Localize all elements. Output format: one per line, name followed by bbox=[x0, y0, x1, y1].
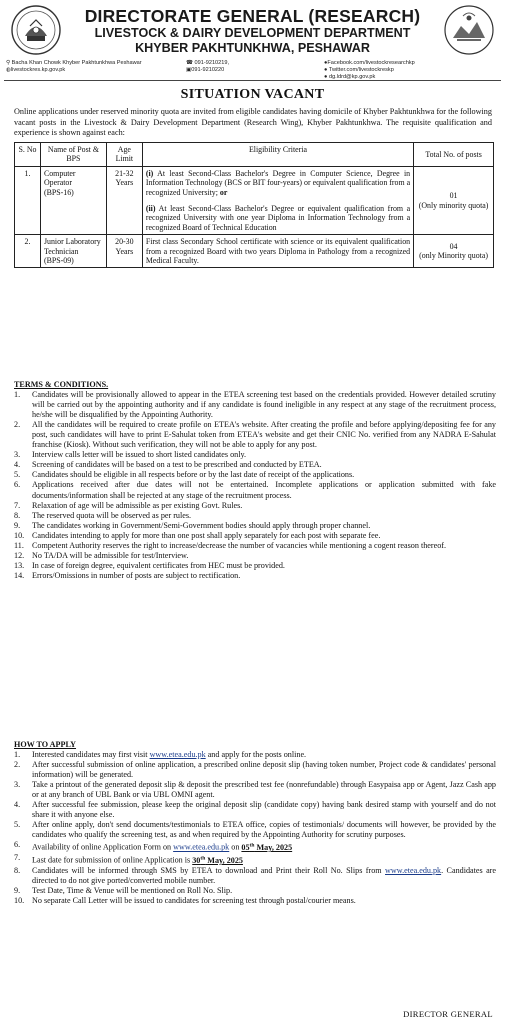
item-number: 4. bbox=[14, 460, 21, 470]
row-age-limit: 20-30 Years bbox=[106, 235, 142, 268]
row-total-posts bbox=[414, 235, 494, 268]
list-item bbox=[14, 531, 496, 541]
item-number: 9. bbox=[14, 520, 21, 530]
header-divider bbox=[4, 80, 501, 81]
list-item: 9. Test Date, Time & Venue will be mentioned on Roll No. Slip. bbox=[14, 886, 233, 896]
list-item bbox=[14, 420, 496, 450]
post-count: 01 bbox=[449, 191, 458, 201]
email-link[interactable]: dg.ldrd@kp.gov.pk bbox=[328, 74, 376, 80]
option-text: At least Second-Class Bachelor's Degree or equivalent qualification from a recognized University with one year Diploma in Information Technology from a recognized Board of Technical Education bbox=[145, 204, 411, 232]
item-number: 1. bbox=[14, 390, 21, 400]
option-label: (ii) bbox=[145, 204, 156, 214]
row-total-posts bbox=[414, 166, 494, 234]
option-or: or bbox=[217, 187, 228, 197]
list-item bbox=[14, 521, 496, 531]
list-item: 6. Availability of online Application Form on www.etea.edu.pk on 05th May, 2025 bbox=[14, 840, 293, 853]
item-number: 8. bbox=[14, 510, 21, 520]
globe-icon: ◍ bbox=[6, 67, 11, 73]
post-quota: (Only minority quota) bbox=[418, 200, 489, 210]
list-item: 1. Interested candidates may first visit www.etea.edu.pk and apply for the posts online. bbox=[14, 750, 307, 760]
facebook-icon: ● bbox=[324, 60, 328, 66]
option-label: (i) bbox=[145, 168, 154, 178]
post-count: 04 bbox=[449, 241, 458, 251]
table-row bbox=[15, 235, 494, 268]
contact-phone bbox=[186, 60, 229, 74]
facebook-link[interactable]: Facebook.com/livestockresearchkp bbox=[327, 60, 415, 66]
header-post-name: Name of Post & BPS bbox=[40, 143, 106, 167]
address-text: Bacha Khan Chowk Khyber Pakhtunkhwa Peshawar bbox=[11, 60, 142, 66]
fax-text: 091-9210220 bbox=[191, 67, 225, 73]
item-number: 13. bbox=[14, 560, 25, 570]
terms-list bbox=[14, 390, 496, 581]
item-number: 10. bbox=[14, 530, 25, 540]
list-item: 2. After successful submission of online application, a prescribed online deposit slip (having token number, Project code & candidates' personal information) will be generated. bbox=[14, 760, 496, 780]
etea-link[interactable]: www.etea.edu.pk bbox=[173, 843, 230, 853]
item-text: No TA/DA will be admissible for test/Interview. bbox=[32, 550, 189, 560]
list-item bbox=[14, 390, 496, 420]
intro-paragraph: Online applications under reserved minority quota are invited from eligible candidates having domicile of Khyber Pakhtunkhwa for the following vacant posts in the Livestock & Dairy Development Department (Research Wing), Khyber Pakhtunkhwa. The requisite qualification and experience is shown against each: bbox=[14, 107, 492, 138]
list-item bbox=[14, 460, 496, 470]
contact-social bbox=[324, 60, 415, 81]
item-text: Applications received after due dates will not be entertained. Incomplete applications or application submitted with fake documents/information shall be rejected at any stage of the recruitment process. bbox=[32, 480, 496, 500]
row-eligibility bbox=[142, 166, 413, 234]
post-bps: (BPS-09) bbox=[43, 256, 74, 266]
government-emblem-icon bbox=[10, 4, 62, 56]
item-text: Relaxation of age will be admissible as per existing Govt. Rules. bbox=[32, 500, 243, 510]
post-quota: (only Minority quota) bbox=[419, 251, 488, 261]
header-eligibility: Eligibility Criteria bbox=[142, 143, 413, 167]
item-number: 2. bbox=[14, 420, 21, 430]
signatory: DIRECTOR GENERAL bbox=[403, 1009, 493, 1019]
table-row bbox=[15, 166, 494, 234]
location-pin-icon: ⚲ bbox=[6, 60, 11, 66]
how-to-apply-heading: HOW TO APPLY bbox=[14, 740, 77, 749]
item-text: Candidates intending to apply for more than one post shall apply separately for each post with separate fee. bbox=[32, 530, 381, 540]
list-item bbox=[14, 480, 496, 500]
list-item: 4. After successful fee submission, please keep the original deposit slip (candidate copy) having bank desired stamp with yourself and do not share it with anyone else. bbox=[14, 800, 496, 820]
twitter-icon: ● bbox=[324, 67, 328, 73]
row-post-name bbox=[40, 235, 106, 268]
website-link[interactable]: livestockres.kp.gov.pk bbox=[10, 67, 66, 73]
how-to-apply-section bbox=[14, 740, 496, 906]
list-item bbox=[14, 551, 496, 561]
list-item: 3. Take a printout of the generated deposit slip & deposit the prescribed test fee (nonrefundable) through Easypaisa app or Agent, Jazz Cash app or at any branch of UBL Bank or via UBL OMNI agent. bbox=[14, 780, 496, 800]
item-text: Interview calls letter will be issued to short listed candidates only. bbox=[32, 450, 247, 460]
etea-link[interactable]: www.etea.edu.pk bbox=[149, 750, 206, 760]
how-to-apply-list bbox=[14, 750, 496, 906]
last-date: 30th May, 2025 bbox=[192, 855, 243, 865]
list-item bbox=[14, 541, 496, 551]
list-item bbox=[14, 470, 496, 480]
terms-heading: TERMS & CONDITIONS. bbox=[14, 380, 109, 389]
item-number: 3. bbox=[14, 450, 21, 460]
page-title: SITUATION VACANT bbox=[180, 87, 325, 102]
list-item bbox=[14, 450, 496, 460]
availability-date: 05th May, 2025 bbox=[241, 842, 293, 853]
header-total-posts: Total No. of posts bbox=[414, 143, 494, 167]
header-age-limit: Age Limit bbox=[106, 143, 142, 167]
item-text: The reserved quota will be observed as per rules. bbox=[32, 510, 192, 520]
list-item: 5. After online apply, don't send documents/testimonials to ETEA office, copies of testimonials/ documents will however, be provided by the candidates who qualify the screening test, as and when required by the Appointing Authority for scrutiny purposes. bbox=[14, 820, 496, 840]
post-bps: (BPS-16) bbox=[43, 187, 74, 197]
etea-link[interactable]: www.etea.edu.pk bbox=[385, 866, 442, 875]
item-text: All the candidates will be required to create profile on ETEA's website. After creating the profile and before applying/depositing fee for any post, such candidates will have to print E-Sahulat token from ETEA's website and get their CNIC No. verified from any NADRA E-Sahulat franchise (Kiosk). Without such verification, they will not be able to apply for any post. bbox=[32, 420, 496, 450]
email-icon: ● bbox=[324, 74, 328, 80]
list-item bbox=[14, 571, 496, 581]
phone-text: 091-9210219, bbox=[194, 60, 230, 66]
post-title: Computer Operator bbox=[43, 168, 76, 188]
table-header-row bbox=[15, 143, 494, 167]
eligibility-option-2 bbox=[146, 204, 410, 232]
item-text: The candidates working in Government/Semi-Government bodies should apply through proper channel. bbox=[32, 520, 371, 530]
posts-table bbox=[14, 142, 494, 268]
item-number: 7. bbox=[14, 500, 21, 510]
item-text: Screening of candidates will be based on a test to be prescribed and conducted by ETEA. bbox=[32, 460, 322, 470]
item-text: Errors/Omissions in number of posts are subject to rectification. bbox=[32, 570, 241, 580]
phone-icon: ☎ bbox=[186, 60, 193, 66]
item-number: 12. bbox=[14, 550, 25, 560]
row-age-limit: 21-32 Years bbox=[106, 166, 142, 234]
item-number: 5. bbox=[14, 470, 21, 480]
department-subtitle: LIVESTOCK & DAIRY DEVELOPMENT DEPARTMENT bbox=[94, 26, 411, 40]
row-post-name bbox=[40, 166, 106, 234]
directorate-title: DIRECTORATE GENERAL (RESEARCH) bbox=[84, 6, 421, 26]
list-item bbox=[14, 561, 496, 571]
list-item: 10. No separate Call Letter will be issued to candidates for screening test through postal/courier means. bbox=[14, 896, 356, 906]
department-seal-icon bbox=[443, 4, 495, 56]
twitter-link[interactable]: Twitter.com/livestockreskp bbox=[328, 67, 394, 73]
eligibility-option-1 bbox=[146, 169, 410, 197]
row-sno: 2. bbox=[15, 235, 41, 268]
item-number: 14. bbox=[14, 570, 25, 580]
item-number: 6. bbox=[14, 480, 21, 490]
item-text: Candidates will be provisionally allowed to appear in the ETEA screening test based on the credentials provided. However detailed scrutiny will be carried out by the appointing authority and if any candidate is found ineligible in any respect at any stage of the recruitment process, he/she will be disqualified by the Appointing Authority. bbox=[32, 390, 496, 420]
list-item bbox=[14, 501, 496, 511]
location-line: KHYBER PAKHTUNKHWA, PESHAWAR bbox=[135, 41, 370, 55]
letterhead bbox=[0, 0, 505, 82]
post-title: Junior Laboratory Technician bbox=[43, 237, 101, 256]
item-number: 11. bbox=[14, 540, 24, 550]
option-text: At least Second-Class Bachelor's Degree in Computer Science, Degree in Information Technology (BCS or BIT four-years) or equivalent qualification from a recognized University; bbox=[145, 168, 411, 197]
item-text: Competent Authority reserves the right to increase/decrease the number of vacancies while mentioning a cogent reason thereof. bbox=[32, 540, 446, 550]
header-sno: S. No bbox=[15, 143, 41, 167]
item-text: In case of foreign degree, equivalent certificates from HEC must be provided. bbox=[32, 560, 285, 570]
list-item bbox=[14, 511, 496, 521]
fax-icon: ▣ bbox=[186, 67, 192, 73]
row-eligibility: First class Secondary School certificate with science or its equivalent qualification from a recognized Board with two years Diploma in Pathology from a recognized Medical Faculty. bbox=[142, 235, 413, 268]
contact-address bbox=[6, 60, 142, 74]
letterhead-titles bbox=[60, 6, 445, 56]
item-text: Candidates should be eligible in all respects before or by the last date of receipt of the applications. bbox=[32, 470, 355, 480]
list-item: 8. Candidates will be informed through SMS by ETEA to download and Print their Roll No. Slips from www.etea.edu.pk. Candidates are directed to do not give ported/converted mobile number. bbox=[14, 866, 496, 886]
terms-section bbox=[14, 380, 496, 581]
list-item: 7. Last date for submission of online Application is 30th May, 2025 bbox=[14, 853, 243, 865]
row-sno: 1. bbox=[15, 166, 41, 234]
